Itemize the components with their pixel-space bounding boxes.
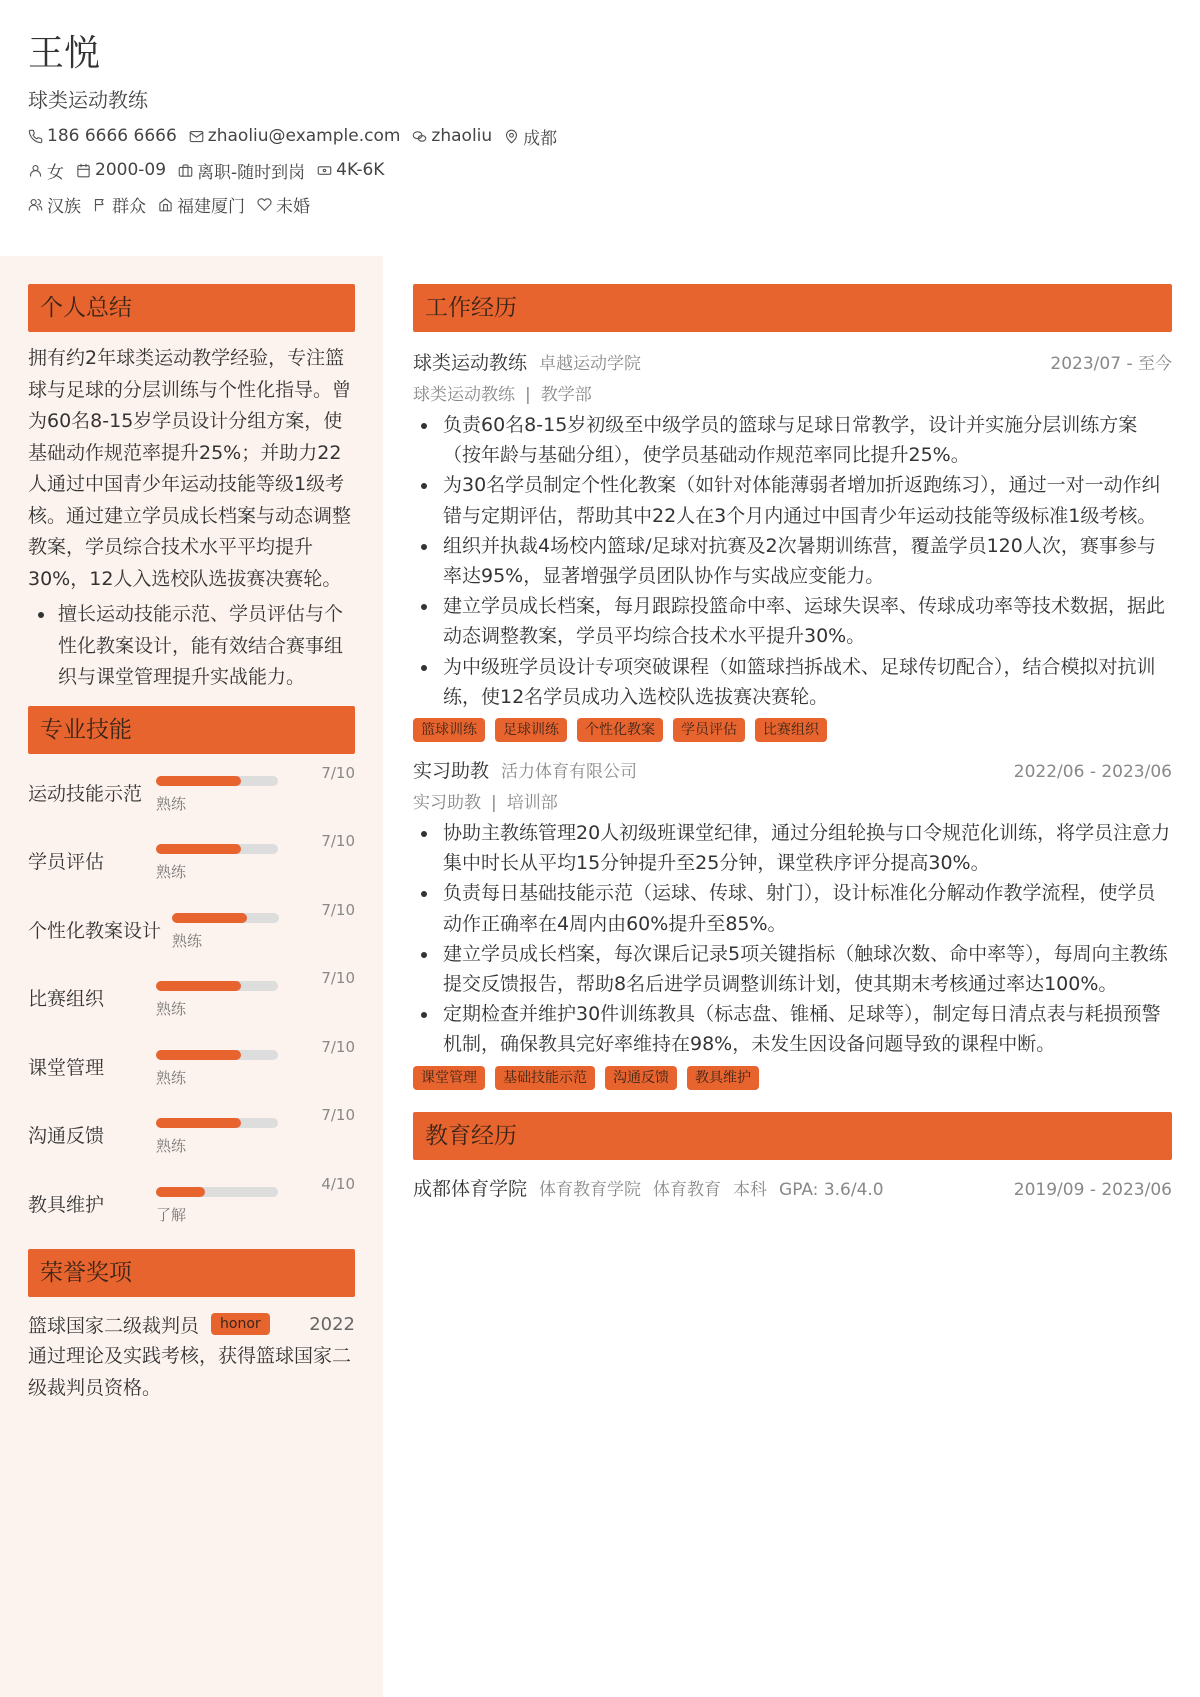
summary-bullet: 擅长运动技能示范、学员评估与个性化教案设计，能有效结合赛事组织与课堂管理提升实战能力。	[58, 599, 355, 694]
job-tags	[413, 718, 1172, 744]
job-entry	[413, 348, 1172, 744]
job-header	[413, 348, 1172, 374]
job-subline	[413, 380, 1172, 404]
education-entry	[413, 1174, 1172, 1201]
skill-tag: 比赛组织	[755, 718, 827, 742]
right-column	[413, 284, 1172, 1201]
wechat-icon	[412, 129, 427, 144]
job-bullet: 建立学员成长档案，每次课后记录5项关键指标（触球次数、命中率等），每周向主教练提交反馈报告，帮助8名后进学员调整训练计划，使其期末考核通过率达100%。	[443, 939, 1172, 999]
ethnicity-text: 汉族	[47, 196, 81, 217]
wechat-item	[412, 126, 492, 146]
skill-progress-fill	[156, 981, 241, 991]
money-icon	[317, 163, 332, 178]
location-pin-icon	[504, 129, 519, 144]
skill-row	[28, 1037, 355, 1109]
skill-level: 了解	[156, 1205, 187, 1224]
personal-row	[28, 158, 1178, 182]
skill-name: 比赛组织	[28, 988, 105, 1010]
skill-level: 熟练	[172, 931, 203, 950]
city-item	[504, 124, 557, 149]
phone-text: 186 6666 6666	[47, 126, 177, 146]
honors-heading: 荣誉奖项	[28, 1249, 355, 1297]
skill-progress-fill	[172, 913, 247, 923]
marital-text: 未婚	[276, 196, 310, 217]
job-entry	[413, 756, 1172, 1092]
city-text: 成都	[523, 128, 558, 149]
job-role: 实习助教	[413, 793, 481, 814]
job-department: 教学部	[540, 385, 592, 405]
skill-tag: 教具维护	[687, 1066, 759, 1090]
education-school: 成都体育学院	[413, 1177, 528, 1200]
skill-row	[28, 1108, 355, 1177]
status-item	[178, 158, 305, 183]
skill-tag: 课堂管理	[413, 1066, 485, 1090]
skill-progress-fill	[156, 1050, 241, 1060]
phone-item	[28, 126, 177, 146]
skill-score: 7/10	[321, 900, 355, 919]
phone-icon	[28, 129, 43, 144]
skill-score: 7/10	[321, 969, 355, 987]
education-college: 体育教育学院	[539, 1179, 642, 1200]
contact-row	[28, 124, 1178, 148]
skill-name: 学员评估	[28, 851, 105, 873]
birth-item	[76, 160, 166, 180]
heart-icon	[257, 197, 272, 212]
job-position: 球类运动教练	[413, 352, 528, 374]
skill-progress-fill	[156, 1118, 241, 1128]
job-role: 球类运动教练	[413, 385, 515, 405]
skill-name: 教具维护	[28, 1193, 105, 1216]
skill-progress-bar	[156, 1187, 278, 1197]
skill-tag: 足球训练	[495, 718, 567, 742]
skill-progress-fill	[156, 776, 241, 786]
skill-score: 7/10	[321, 763, 355, 782]
hometown-item	[158, 192, 245, 217]
skill-level: 熟练	[156, 1000, 187, 1018]
skill-row	[28, 971, 355, 1040]
education-degree: 本科	[733, 1179, 768, 1200]
job-bullets	[413, 818, 1172, 1060]
job-bullet: 定期检查并维护30件训练教具（标志盘、锥桶、足球等），制定每日清点表与耗损预警机制，确保教具完好率维持在98%，未发生因设备问题导致的课程中断。	[443, 999, 1172, 1059]
wechat-text: zhaoliu	[431, 126, 493, 146]
salary-text: 4K-6K	[336, 160, 385, 180]
skill-progress-bar	[156, 981, 278, 991]
skill-score: 7/10	[321, 1106, 355, 1124]
work-heading: 工作经历	[413, 284, 1172, 332]
skill-progress-bar	[172, 913, 279, 923]
candidate-name: 王悦	[28, 33, 101, 74]
skill-progress-bar	[156, 844, 278, 854]
job-subline	[413, 788, 1172, 812]
job-separator: |	[491, 793, 497, 814]
job-bullet: 建立学员成长档案，每月跟踪投篮命中率、运球失误率、传球成功率等技术数据，据此动态调整教案，学员平均综合技术水平提升30%。	[443, 591, 1172, 651]
job-bullet: 为30名学员制定个性化教案（如针对体能薄弱者增加折返跑练习），通过一对一动作纠错与定期评估，帮助其中22人在3个月内通过中国青少年运动技能等级标准1级考核。	[443, 470, 1172, 530]
skill-tag: 沟通反馈	[605, 1066, 677, 1090]
job-bullets	[413, 410, 1172, 712]
skill-score: 7/10	[321, 832, 355, 850]
politics-item	[93, 192, 146, 217]
honor-name: 篮球国家二级裁判员	[28, 1314, 200, 1337]
job-bullet: 负责每日基础技能示范（运球、传球、射门），设计标准化分解动作教学流程，使学员动作正确率在4周内由60%提升至85%。	[443, 878, 1172, 938]
skill-level: 熟练	[156, 1137, 187, 1155]
skill-row	[28, 1174, 355, 1246]
skill-progress-fill	[156, 1187, 205, 1197]
education-date: 2019/09 - 2023/06	[1013, 1179, 1172, 1200]
job-date: 2023/07 - 至今	[1050, 354, 1172, 374]
job-company: 卓越运动学院	[539, 354, 642, 374]
skill-progress-bar	[156, 1118, 278, 1128]
marital-item	[257, 192, 310, 217]
calendar-icon	[76, 163, 91, 178]
gender-text: 女	[47, 162, 64, 183]
skill-tag: 学员评估	[673, 718, 745, 742]
honor-item	[28, 1309, 355, 1339]
summary-heading: 个人总结	[28, 284, 355, 332]
job-bullet: 为中级班学员设计专项突破课程（如篮球挡拆战术、足球传切配合），结合模拟对抗训练，使12名学员成功入选校队选拔赛决赛轮。	[443, 652, 1172, 712]
skill-row	[28, 763, 355, 835]
gender-item	[28, 158, 64, 183]
job-company: 活力体育有限公司	[501, 762, 638, 783]
skill-level: 熟练	[156, 863, 187, 881]
salary-item	[317, 160, 384, 180]
job-department: 培训部	[506, 793, 558, 814]
email-text: zhaoliu@example.com	[207, 126, 401, 146]
job-bullet: 负责60名8-15岁初级至中级学员的篮球与足球日常教学，设计并实施分层训练方案（按年龄与基础分组），使学员基础动作规范率同比提升25%。	[443, 410, 1172, 470]
skill-name: 运动技能示范	[28, 782, 143, 805]
user-icon	[28, 163, 43, 178]
education-heading: 教育经历	[413, 1112, 1172, 1160]
summary-text: 拥有约2年球类运动教学经验，专注篮球与足球的分层训练与个性化指导。曾为60名8-15岁学员设计分组方案，使基础动作规范率提升25%；并助力22人通过中国青少年运动技能等级1级考核。通过建立学员成长档案与动态调整教案，学员综合技术水平平均提升30%，12人入选校队选拔赛决赛轮。	[28, 347, 352, 590]
skill-name: 个性化教案设计	[28, 919, 162, 942]
home-icon	[158, 197, 173, 212]
politics-text: 群众	[112, 196, 146, 217]
status-text: 离职-随时到岗	[197, 162, 306, 183]
email-item	[189, 126, 401, 146]
users-icon	[28, 197, 43, 212]
left-column	[28, 284, 355, 1404]
job-header	[413, 756, 1172, 782]
job-position: 实习助教	[413, 760, 490, 783]
job-bullet: 组织并执裁4场校内篮球/足球对抗赛及2次暑期训练营，覆盖学员120人次，赛事参与率达95%，显著增强学员团队协作与实战应变能力。	[443, 531, 1172, 591]
summary-bullets	[28, 599, 355, 694]
honor-year: 2022	[309, 1313, 355, 1335]
honor-description: 通过理论及实践考核，获得篮球国家二级裁判员资格。	[28, 1345, 352, 1399]
skill-progress-bar	[156, 1050, 278, 1060]
education-major: 体育教育	[653, 1179, 722, 1200]
job-bullet: 协助主教练管理20人初级班课堂纪律，通过分组轮换与口令规范化训练，将学员注意力集中时长从平均15分钟提升至25分钟，课堂秩序评分提高30%。	[443, 818, 1172, 878]
skill-row	[28, 900, 355, 972]
job-separator: |	[525, 385, 531, 405]
resume-header	[28, 30, 1178, 216]
job-tags	[413, 1066, 1172, 1092]
skill-tag: 篮球训练	[413, 718, 485, 742]
skill-level: 熟练	[156, 794, 187, 813]
skill-progress-fill	[156, 844, 241, 854]
background-row	[28, 192, 1178, 216]
briefcase-icon	[178, 163, 193, 178]
skill-level: 熟练	[156, 1068, 187, 1087]
birth-text: 2000-09	[95, 160, 167, 180]
education-gpa: GPA: 3.6/4.0	[779, 1179, 884, 1200]
skill-progress-bar	[156, 776, 278, 786]
skill-name: 沟通反馈	[28, 1125, 105, 1147]
honor-badge: honor	[211, 1313, 270, 1335]
skills-list	[28, 763, 355, 1246]
flag-icon	[93, 197, 108, 212]
job-title: 球类运动教练	[28, 88, 148, 112]
skill-score: 7/10	[321, 1037, 355, 1056]
job-date: 2022/06 - 2023/06	[1013, 762, 1172, 783]
skills-heading: 专业技能	[28, 706, 355, 754]
skill-row	[28, 834, 355, 903]
skill-tag: 基础技能示范	[495, 1066, 595, 1090]
skill-score: 4/10	[321, 1174, 355, 1193]
skill-tag: 个性化教案	[577, 718, 663, 742]
skill-name: 课堂管理	[28, 1056, 105, 1079]
hometown-text: 福建厦门	[177, 196, 245, 217]
ethnicity-item	[28, 192, 81, 217]
mail-icon	[189, 129, 204, 144]
